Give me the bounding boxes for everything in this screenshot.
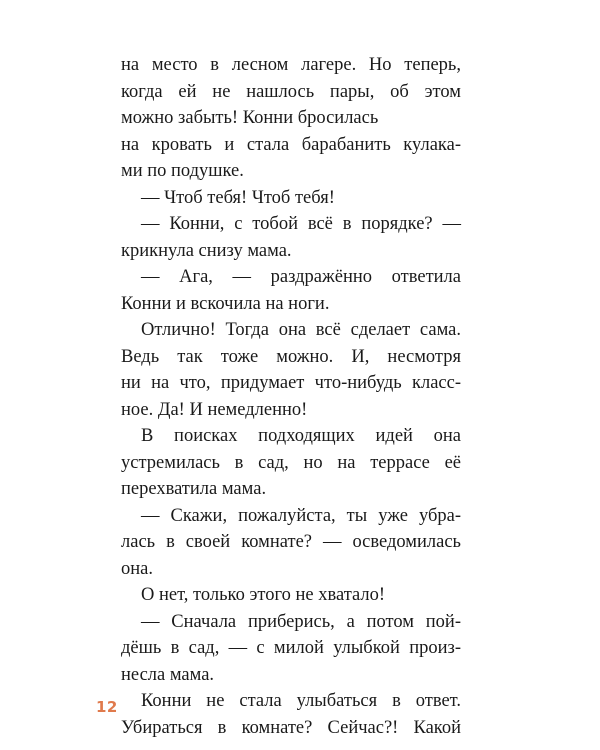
text-line: перехватила мама. [121, 479, 267, 499]
text-line: Отлично! Тогда она всё сделает сама. [141, 320, 461, 340]
text-line: Конни и вскочила на ноги. [121, 293, 330, 314]
text-line: на место в лесном лагере. Но теперь, [121, 55, 461, 75]
text-line: — Чтоб тебя! Чтоб тебя! [141, 187, 335, 208]
text-line: — Скажи, пожалуйста, ты уже убра- [141, 505, 461, 526]
text-line: лась в своей комнате? — осведомилась [121, 532, 461, 552]
text-line: она. [121, 558, 153, 579]
text-line: Конни не стала улыбаться в ответ. [141, 691, 461, 711]
text-line: Ведь так тоже можно. И, несмотря [121, 346, 461, 367]
text-line: можно забыть! Конни бросилась [121, 108, 379, 128]
text-line: Убираться в комнате? Сейчас?! Какой [121, 717, 461, 738]
text-line: устремилась в сад, но на террасе её [121, 452, 461, 473]
text-line: В поисках подходящих идей она [141, 426, 461, 446]
text-line: ми по подушке. [121, 161, 244, 181]
page-number: 12 [96, 698, 118, 716]
text-line: несла мама. [121, 664, 215, 685]
text-line: — Ага, — раздражённо ответила [141, 267, 461, 287]
text-line: крикнула снизу мама. [121, 240, 292, 261]
text-line: О нет, только этого не хватало! [141, 585, 386, 605]
text-line: — Сначала приберись, а потом пой- [141, 611, 461, 632]
text-line: на кровать и стала барабанить кулака- [121, 134, 461, 155]
body-text [121, 52, 461, 741]
text-line: дёшь в сад, — с милой улыбкой произ- [121, 638, 461, 658]
text-line: когда ей не нашлось пары, об этом [121, 81, 461, 102]
text-line: — Конни, с тобой всё в порядке? — [141, 214, 461, 234]
text-line: ни на что, придумает что-нибудь класс- [121, 373, 461, 393]
text-line: ное. Да! И немедленно! [121, 399, 308, 420]
